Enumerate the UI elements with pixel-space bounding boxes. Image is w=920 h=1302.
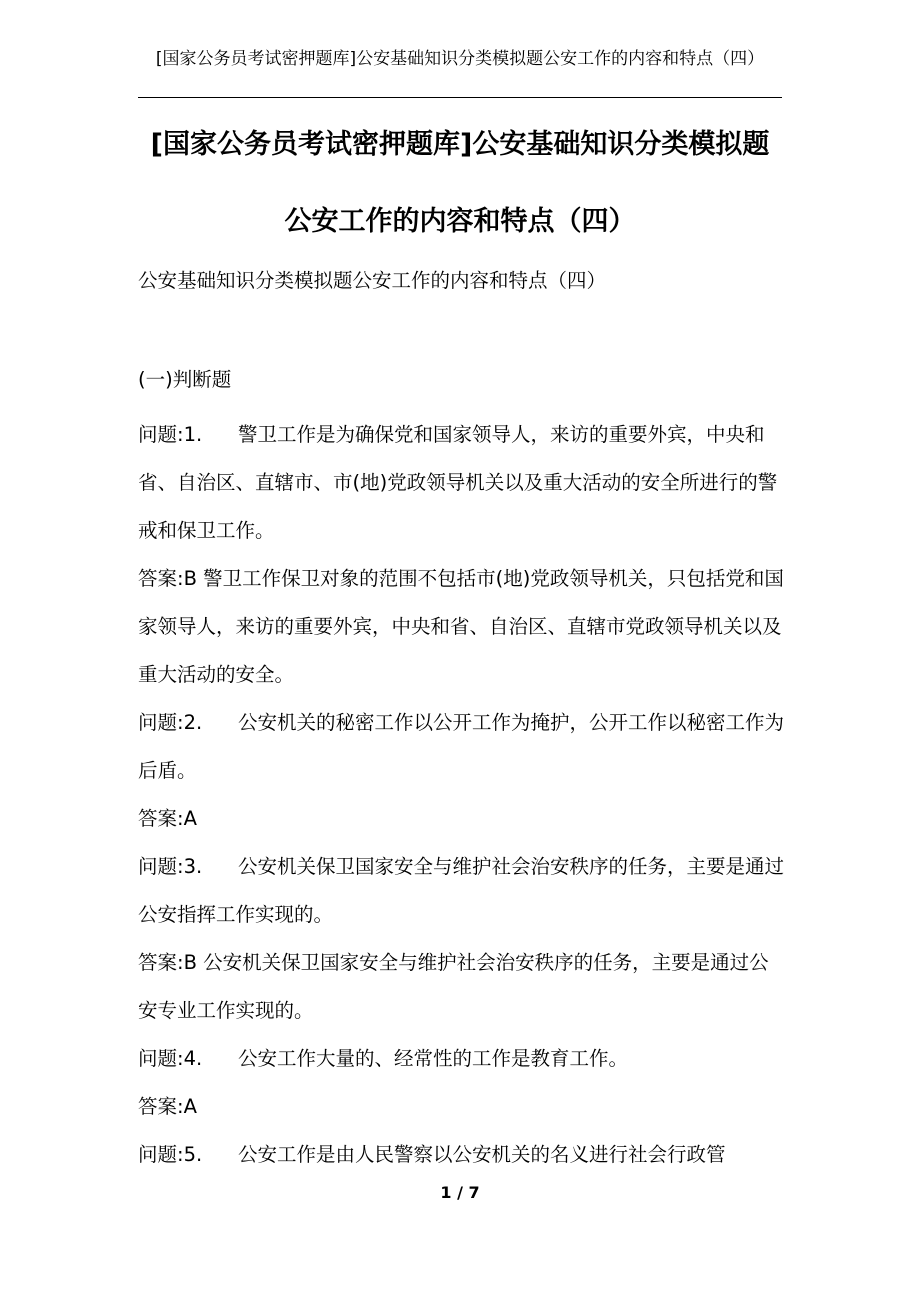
question-2: 问题:2. 公安机关的秘密工作以公开工作为掩护，公开工作以秘密工作为后盾。 (138, 711, 785, 782)
document-title (100, 125, 820, 242)
answer-2: 答案:A (138, 807, 197, 830)
question-5: 问题:5. 公安工作是由人民警察以公安机关的名义进行社会行政管 (138, 1143, 726, 1166)
header-divider (138, 97, 782, 98)
answer-4: 答案:A (138, 1095, 197, 1118)
title-line-1: [国家公务员考试密押题库]公安基础知识分类模拟题 (150, 129, 770, 160)
title-line-2: 公安工作的内容和特点（四） (284, 206, 636, 237)
answer-1: 答案:B 警卫工作保卫对象的范围不包括市(地)党政领导机关，只包括党和国家领导人，来访的重要外宾，中央和省、自治区、直辖市党政领导机关以及重大活动的安全。 (138, 567, 784, 686)
question-list (138, 411, 788, 1179)
subtitle: 公安基础知识分类模拟题公安工作的内容和特点（四） (138, 269, 607, 292)
section-heading: (一)判断题 (138, 368, 232, 391)
running-header: [国家公务员考试密押题库]公安基础知识分类模拟题公安工作的内容和特点（四） (155, 49, 765, 69)
page-number: 1 / 7 (440, 1183, 480, 1202)
question-4: 问题:4. 公安工作大量的、经常性的工作是教育工作。 (138, 1047, 629, 1070)
question-3: 问题:3. 公安机关保卫国家安全与维护社会治安秩序的任务，主要是通过公安指挥工作实现的。 (138, 855, 785, 926)
question-1: 问题:1. 警卫工作是为确保党和国家领导人，来访的重要外宾，中央和省、自治区、直辖市、市(地)党政领导机关以及重大活动的安全所进行的警戒和保卫工作。 (138, 423, 778, 542)
answer-3: 答案:B 公安机关保卫国家安全与维护社会治安秩序的任务，主要是通过公安专业工作实现的。 (138, 951, 769, 1022)
